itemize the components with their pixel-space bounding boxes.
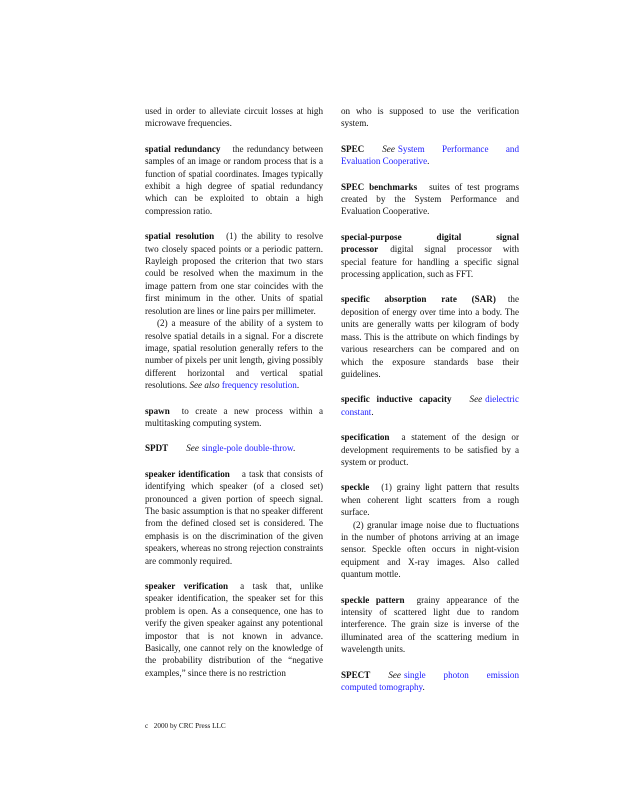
definition-text: on who is supposed to use the verification system. <box>341 106 519 129</box>
cross-reference-link[interactable]: frequency resolution <box>221 380 297 391</box>
left-column <box>145 105 323 692</box>
entry-continuation <box>341 105 519 130</box>
entry-term: speaker identification <box>145 468 230 479</box>
entry-term: specific absorption rate (SAR) <box>341 294 496 305</box>
entry-term: SPEC <box>341 143 365 154</box>
entry-term: spawn <box>145 405 170 416</box>
entry-spatial-resolution <box>145 230 323 391</box>
see-label: See <box>469 394 483 405</box>
definition-text: the deposition of energy over time into a body. The units are generally watts per kilogram of body mass. This is the attribute on which findings by various researchers can be compared and on which the exposure standards base their guidelines. <box>341 294 519 379</box>
entry-speaker-verification <box>145 580 323 679</box>
definition-text: a statement of the design or development requirements to be satisfied by a system or product. <box>341 432 519 467</box>
entry-spdt <box>145 442 323 454</box>
definition-text: . <box>296 380 300 391</box>
entry-special-purpose-digital-signal-processor <box>341 231 519 281</box>
entry-term: spatial resolution <box>145 231 215 242</box>
definition-text: digital signal processor with special feature for handling a specific signal processing application, such as FFT. <box>341 244 519 280</box>
entry-specific-absorption-rate-sar <box>341 293 519 380</box>
definition-text: (2) granular image noise due to fluctuations in the number of photons arriving at an image sensor. Speckle often occurs in night-vision equipment and X-ray images. Also called quantum mottle. <box>341 519 519 580</box>
entry-speckle-pattern <box>341 594 519 656</box>
entry-speckle <box>341 481 519 580</box>
entry-spec <box>341 143 519 168</box>
entry-term: spatial redundancy <box>145 143 221 154</box>
entry-speaker-identification <box>145 468 323 567</box>
entry-term: special-purpose digital signal processor <box>341 231 519 255</box>
cross-reference-link[interactable]: single photon emission computed tomography <box>341 669 519 693</box>
see-label: See <box>388 669 401 680</box>
definition-text: . <box>292 443 296 454</box>
definition-text: . <box>422 682 425 693</box>
see-label: See <box>382 143 395 154</box>
entry-term: SPDT <box>145 443 169 454</box>
definition-text: a task that, unlike speaker identification, the speaker set for this problem is open. As a consequence, one has to verify the given speaker against any potentional impostor that is not known in advance. Basically, one cannot rely on the knowledge of the probability distribution of the “negative examples,” since there is no restriction <box>145 581 323 678</box>
entry-term: specific inductive capacity <box>341 394 452 405</box>
entry-specific-inductive-capacity <box>341 393 519 418</box>
cross-reference-link[interactable]: single-pole double-throw <box>201 443 293 454</box>
definition-text: a task that consists of identifying which speaker (of a closed set) pronounced a given portion of speech signal. The basic assumption is that no speaker different from the defined closed set is considered. The emphasis is on the discrimination of the given speakers, whereas no strong rejection constraints are commonly required. <box>145 468 324 566</box>
definition-text: (2) a measure of the ability of a system to resolve spatial details in a signal. For a discrete image, spatial resolution generally refers to the number of pixels per unit length, giving possibly different horizontal and vertical spatial resolutions. <box>145 318 323 391</box>
definition-text: used in order to alleviate circuit losses at high microwave frequencies. <box>145 106 323 129</box>
entry-term: speckle <box>341 482 370 493</box>
definition-text: . <box>427 156 430 167</box>
entry-term: specification <box>341 432 390 443</box>
copyright-footer: c⃝2000 by CRC Press LLC <box>145 722 226 730</box>
cross-reference-link[interactable]: dielectric constant <box>341 394 519 417</box>
entry-spec-benchmarks <box>341 181 519 218</box>
entry-spect <box>341 669 519 694</box>
definition-text: (1) grainy light pattern that results when coherent light scatters from a rough surface. <box>341 482 519 518</box>
entry-spawn <box>145 405 323 430</box>
definition-text: the redundancy between samples of an image or random process that is a function of spatial coordinates. Images typically exhibit a high degree of spatial redundancy which can be exploited to obtain a high compression ratio. <box>145 143 324 216</box>
definition-text: suites of test programs created by the System Performance and Evaluation Cooperative. <box>341 181 519 217</box>
see-also-label: See also <box>189 380 220 391</box>
definition-text: (1) the ability to resolve two closely spaced points or a periodic pattern. Rayleigh proposed the criterion that two stars could be resolved when the maximum in the image pattern from one star coincides with the first minimum in the other. Units of spatial resolution are lines or line pairs per millimeter. <box>145 231 323 316</box>
definition-text: to create a new process within a multitasking computing system. <box>145 405 323 428</box>
see-label: See <box>186 443 199 454</box>
entry-specification <box>341 431 519 468</box>
definition-text: . <box>371 406 374 417</box>
entry-term: speckle pattern <box>341 594 405 605</box>
entry-term: SPEC benchmarks <box>341 181 418 192</box>
right-column <box>341 105 519 706</box>
entry-spatial-redundancy <box>145 143 323 217</box>
entry-term: SPECT <box>341 669 371 680</box>
cross-reference-link[interactable]: System Performance and Evaluation Cooperative <box>341 143 519 167</box>
entry-term: speaker verification <box>145 581 229 591</box>
definition-text: grainy appearance of the intensity of scattered light due to random interference. The grain size is inverse of the illuminated area of the scattering medium in wavelength units. <box>341 594 519 655</box>
entry-continuation <box>145 105 323 130</box>
